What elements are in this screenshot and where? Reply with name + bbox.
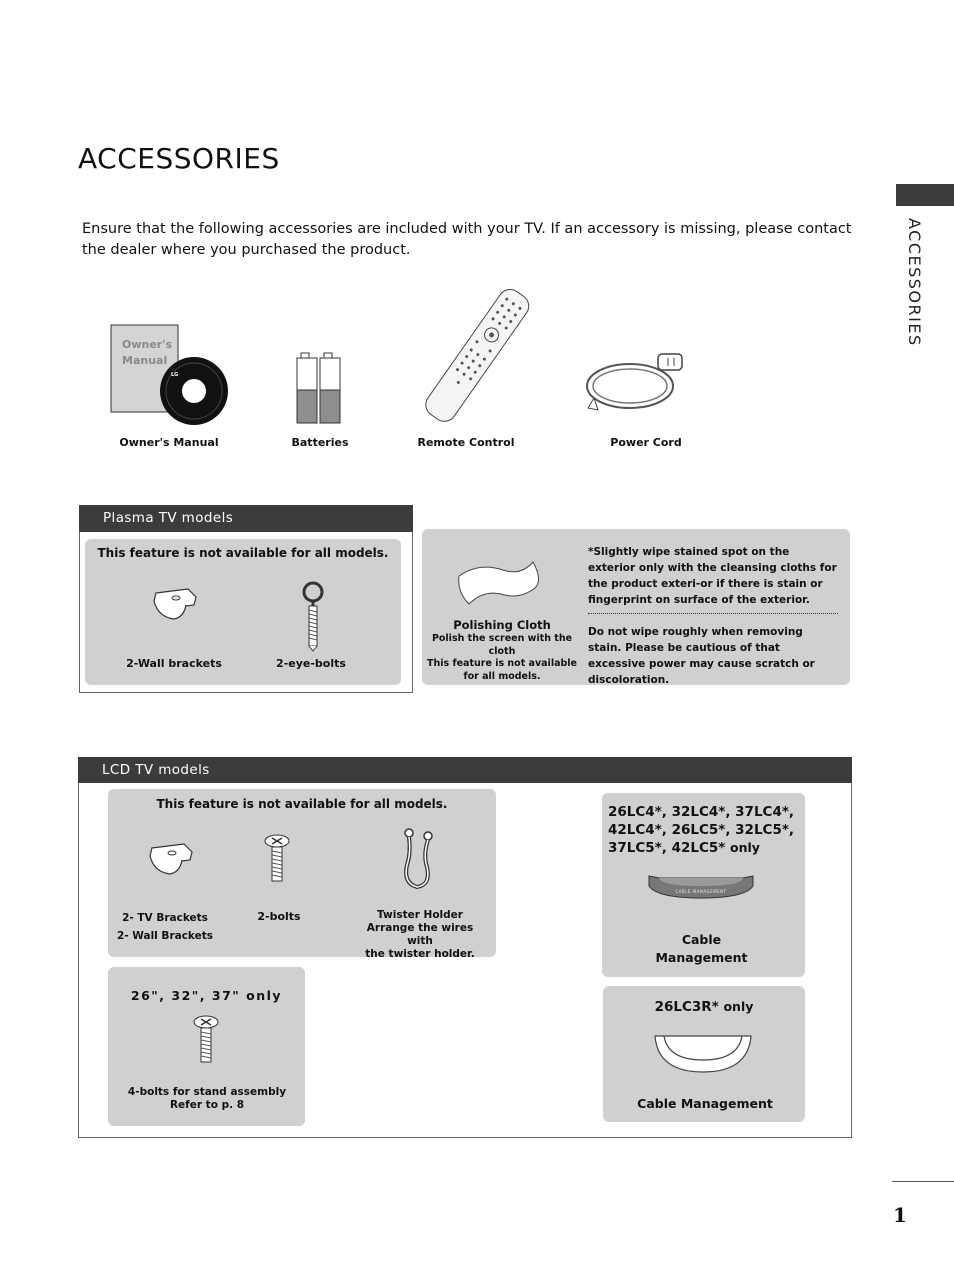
bolts-label: 2-bolts xyxy=(257,910,301,923)
manual-cover-line2: Manual xyxy=(122,354,168,367)
batteries-label: Batteries xyxy=(291,436,349,449)
remote-control-label: Remote Control xyxy=(417,436,515,449)
twister-line2: Arrange the wires with xyxy=(366,922,474,947)
plasma-header: Plasma TV models xyxy=(79,505,413,532)
wall-bracket-icon xyxy=(150,585,200,621)
cm2-only: only xyxy=(723,999,754,1014)
cloth-caption xyxy=(426,618,578,683)
cm2-label: Cable Management xyxy=(637,1096,773,1111)
cloth-note-2: Do not wipe roughly when removing stain. Please be cautious of that excessive power may cause scratch or discoloration. xyxy=(588,626,815,686)
side-tab-marker xyxy=(896,184,954,206)
page-title: ACCESSORIES xyxy=(78,142,280,175)
manual-cover-text xyxy=(122,337,172,369)
cm1-only: only xyxy=(730,840,760,855)
stand-bolts-title: 26", 32", 37" only xyxy=(130,988,283,1003)
tv-brackets-label: 2- TV Brackets xyxy=(122,912,208,924)
cm2-model: 26LC3R* xyxy=(654,999,719,1015)
cloth-name: Polishing Cloth xyxy=(453,618,551,632)
side-tab-label: ACCESSORIES xyxy=(905,218,924,347)
twister-caption xyxy=(354,909,486,961)
plasma-notice: This feature is not available for all models. xyxy=(97,546,389,560)
lcd-header: LCD TV models xyxy=(78,757,852,783)
cm1-models-line2: 42LC4*, 26LC5*, 32LC5*, xyxy=(608,822,795,838)
cm2-models xyxy=(603,998,805,1016)
twister-holder-icon xyxy=(399,827,439,891)
page-number: 1 xyxy=(893,1203,907,1227)
intro-paragraph: Ensure that the following accessories are included with your TV. If an accessory is missing, please contact the dealer where you purchased the product. xyxy=(82,221,852,258)
stand-bolts-line1: 4-bolts for stand assembly xyxy=(127,1086,287,1098)
owners-manual-label: Owner's Manual xyxy=(119,436,219,449)
cm1-print: CABLE MANAGEMENT xyxy=(675,889,727,894)
wall-brackets-label: 2-Wall brackets xyxy=(126,657,222,670)
cloth-desc2: This feature is not available xyxy=(427,658,577,669)
remote-control-image xyxy=(412,282,542,427)
wall-brackets-lcd-label: 2- Wall Brackets xyxy=(116,930,214,942)
brackets-caption xyxy=(108,909,222,945)
page-number-rule xyxy=(892,1181,954,1182)
twister-line1: Twister Holder xyxy=(377,909,463,921)
stand-bolts-line2: Refer to p. 8 xyxy=(169,1099,245,1111)
cloth-desc1: Polish the screen with the cloth xyxy=(431,633,573,657)
stand-bolt-icon xyxy=(192,1015,220,1067)
eye-bolt-icon xyxy=(299,580,329,652)
cm1-label-line1: Cable xyxy=(681,932,722,947)
tv-bracket-icon xyxy=(146,840,196,876)
cloth-divider xyxy=(588,613,838,614)
cloth-desc3: for all models. xyxy=(463,670,541,682)
batteries-image xyxy=(294,352,346,426)
twister-line3: the twister holder. xyxy=(365,948,475,960)
cm1-label-line2: Management xyxy=(655,950,748,965)
stand-bolts-caption xyxy=(112,1086,302,1112)
eye-bolts-label: 2-eye-bolts xyxy=(276,657,346,670)
disc-logo: LG xyxy=(171,372,179,378)
manual-cover-line1: Owner's xyxy=(122,338,173,351)
cm1-models-line3: 37LC5*, 42LC5* xyxy=(608,840,726,856)
cable-management-arc-icon xyxy=(652,1030,754,1074)
polishing-cloth-icon xyxy=(455,558,543,608)
bolt-icon xyxy=(263,834,291,886)
cloth-note-1: *Slightly wipe stained spot on the exterior only with the cleansing cloths for the product exteri-or if there is stain or fingerprint on surface of the exterior. xyxy=(588,546,837,606)
cm1-models-line1: 26LC4*, 32LC4*, 37LC4*, xyxy=(608,804,795,820)
cable-management-clip-icon xyxy=(645,870,757,902)
cm1-label xyxy=(602,931,801,967)
power-cord-image xyxy=(584,350,692,414)
cm1-models xyxy=(608,803,803,857)
power-cord-label: Power Cord xyxy=(610,436,682,449)
lcd-notice: This feature is not available for all models. xyxy=(156,797,448,811)
